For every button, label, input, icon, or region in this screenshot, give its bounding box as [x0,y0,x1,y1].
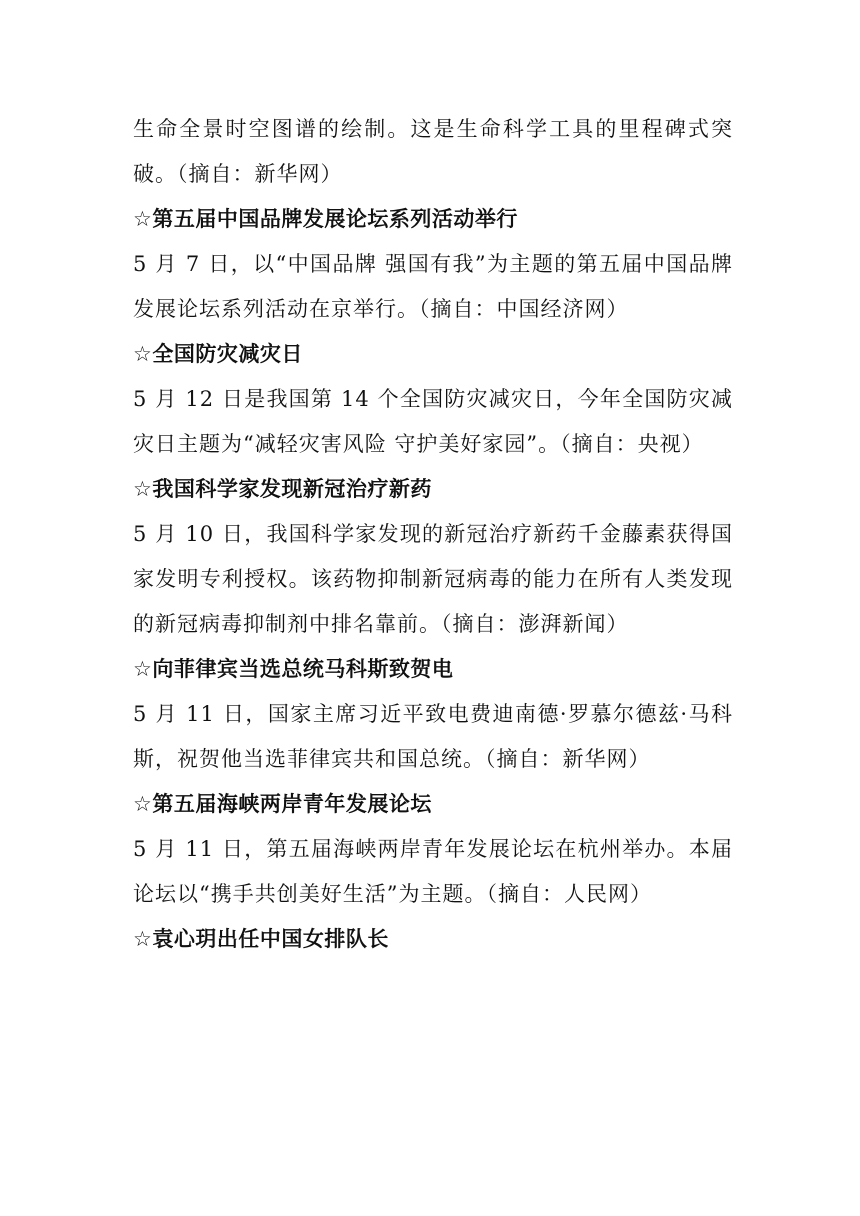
news-heading-youth-forum: ☆第五届海峡两岸青年发展论坛 [133,792,432,816]
news-heading-brand-forum: ☆第五届中国品牌发展论坛系列活动举行 [133,207,518,231]
news-body-disaster-day: 5 月 12 日是我国第 14 个全国防灾减灾日，今年全国防灾减灾日主题为“减轻灾害风险 守护美好家园”。（摘自：央视） [133,387,733,456]
news-body-covid-drug: 5 月 10 日，我国科学家发现的新冠治疗新药千金藤素获得国家发明专利授权。该药物抑制新冠病毒的能力在所有人类发现的新冠病毒抑制剂中排名靠前。（摘自：澎湃新闻） [133,522,733,636]
news-heading-disaster-day: ☆全国防灾减灾日 [133,342,303,366]
news-heading-covid-drug: ☆我国科学家发现新冠治疗新药 [133,477,432,501]
document-page [133,107,733,962]
news-heading-philippines: ☆向菲律宾当选总统马科斯致贺电 [133,657,454,681]
intro-paragraph: 生命全景时空图谱的绘制。这是生命科学工具的里程碑式突破。（摘自：新华网） [133,117,733,186]
news-body-brand-forum: 5 月 7 日，以“中国品牌 强国有我”为主题的第五届中国品牌发展论坛系列活动在京举行。（摘自：中国经济网） [133,252,733,321]
news-body-youth-forum: 5 月 11 日，第五届海峡两岸青年发展论坛在杭州举办。本届论坛以“携手共创美好生活”为主题。（摘自：人民网） [133,837,733,906]
news-heading-volleyball-captain: ☆袁心玥出任中国女排队长 [133,927,389,951]
news-body-philippines: 5 月 11 日，国家主席习近平致电费迪南德·罗慕尔德兹·马科斯，祝贺他当选菲律宾共和国总统。（摘自：新华网） [133,702,733,771]
